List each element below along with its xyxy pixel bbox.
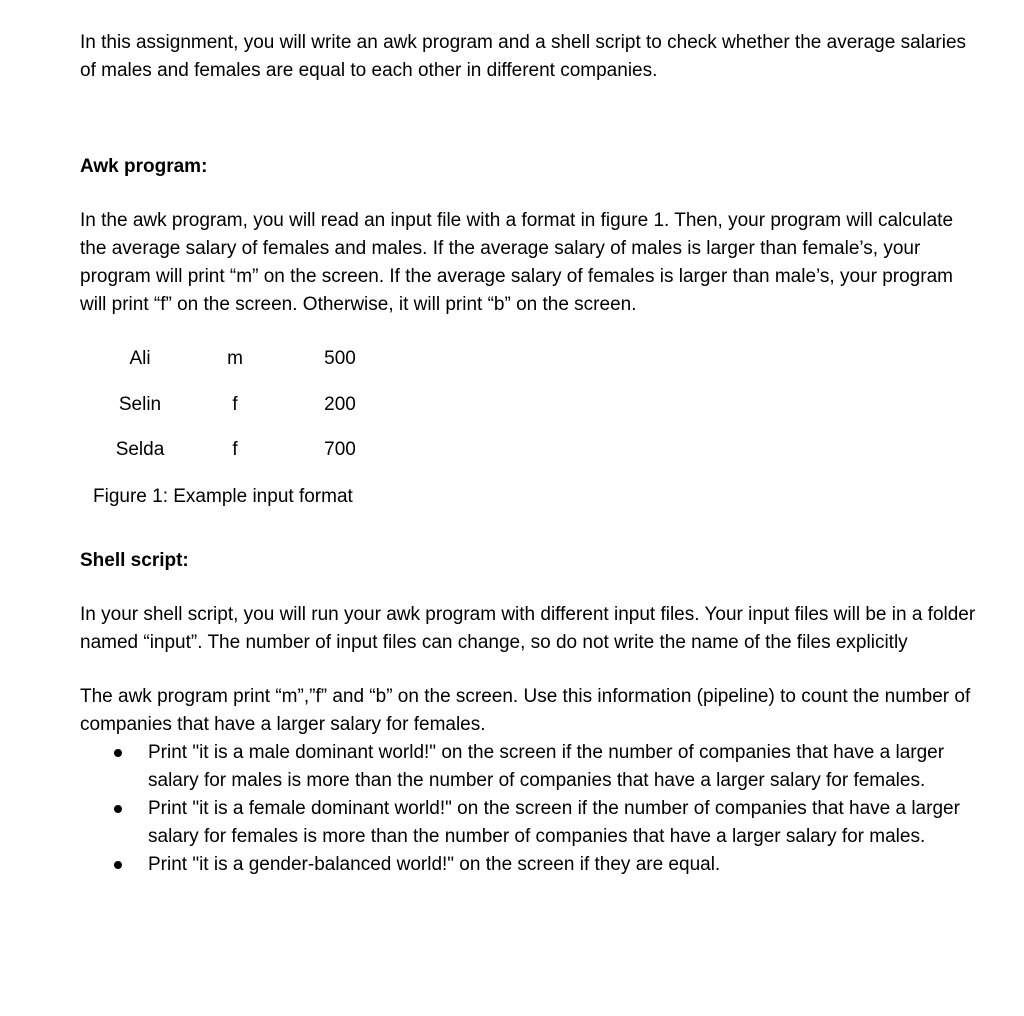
gender-cell: m	[227, 348, 243, 369]
shell-script-paragraph-1: In your shell script, you will run your awk program with different input files. Your input files will be in a folder named “input”. The number of input files can change, so do not write the name of the files explicitly	[80, 604, 976, 653]
gender-cell: f	[232, 394, 238, 415]
table-row	[80, 345, 480, 373]
shell-script-paragraph-2: The awk program print “m”,”f” and “b” on the screen. Use this information (pipeline) to count the number of companies that have a larger salary for females.	[80, 686, 971, 735]
intro-paragraph: In this assignment, you will write an awk program and a shell script to check whether the average salaries of males and females are equal to each other in different companies.	[80, 32, 967, 81]
requirements-list	[80, 739, 980, 879]
shell-script-heading: Shell script:	[80, 550, 189, 571]
bullet-icon	[114, 861, 122, 869]
salary-cell: 500	[324, 348, 356, 369]
bullet-icon	[114, 805, 122, 813]
bullet-icon	[114, 749, 122, 757]
name-cell: Selda	[115, 439, 165, 460]
document-page	[80, 29, 980, 879]
list-item	[80, 739, 980, 795]
salary-cell: 700	[324, 439, 356, 460]
table-row	[80, 436, 480, 464]
figure-caption: Figure 1: Example input format	[93, 486, 353, 507]
name-cell: Ali	[129, 348, 151, 369]
name-cell: Selin	[118, 394, 162, 415]
list-item-text: Print "it is a female dominant world!" on the screen if the number of companies that have a larger salary for females is more than the number of companies that have a larger salary for males.	[148, 798, 960, 847]
awk-program-paragraph: In the awk program, you will read an input file with a format in figure 1. Then, your program will calculate the average salary of females and males. If the average salary of males is larger than female’s, your program will print “m” on the screen. If the average salary of females is larger than male’s, your program will print “f” on the screen. Otherwise, it will print “b” on the screen.	[80, 210, 954, 315]
awk-program-heading: Awk program:	[80, 156, 208, 177]
list-item-text: Print "it is a male dominant world!" on the screen if the number of companies that have a larger salary for males is more than the number of companies that have a larger salary for females.	[148, 742, 945, 791]
list-item	[80, 795, 980, 851]
gender-cell: f	[232, 439, 238, 460]
example-input-table	[80, 345, 980, 483]
table-row	[80, 391, 480, 419]
list-item	[80, 851, 980, 879]
list-item-text: Print "it is a gender-balanced world!" on the screen if they are equal.	[148, 854, 721, 875]
salary-cell: 200	[324, 394, 356, 415]
